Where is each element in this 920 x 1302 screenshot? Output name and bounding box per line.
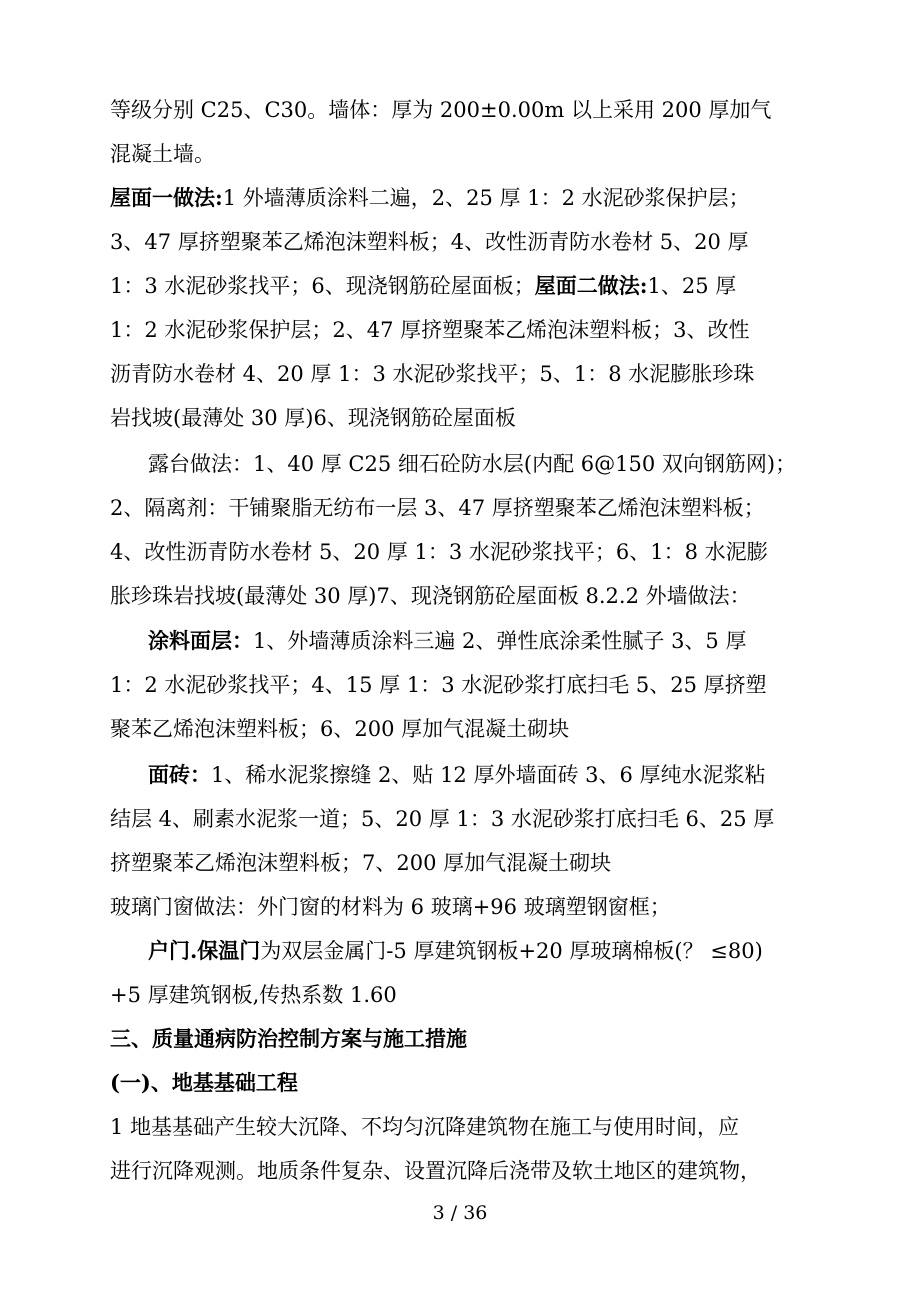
text-line: 户门.保温门为双层金属门-5 厚建筑钢板+20 厚玻璃棉板(？ ≤80) [148, 938, 763, 963]
text-line: 屋面一做法:1 外墙薄质涂料二遍，2、25 厚 1：2 水泥砂浆保护层； [110, 185, 750, 210]
text-line: 面砖：1、稀水泥浆擦缝 2、贴 12 厚外墙面砖 3、6 厚纯水泥浆粘 [148, 762, 766, 787]
text-line: 1：3 水泥砂浆找平；6、现浇钢筋砼屋面板；屋面二做法:1、25 厚 [110, 273, 737, 298]
text-line: 1 地基基础产生较大沉降、不均匀沉降建筑物在施工与使用时间，应 [110, 1115, 740, 1139]
page-number: 3 / 36 [432, 1202, 488, 1224]
subsection-heading: (一)、地基基础工程 [110, 1070, 298, 1095]
text-line: 露台做法：1、40 厚 C25 细石砼防水层(内配 6@150 双向钢筋网)； [148, 452, 797, 476]
text-line: 涂料面层：1、外墙薄质涂料三遍 2、弹性底涂柔性腻子 3、5 厚 [148, 628, 747, 653]
text-line: +5 厚建筑钢板,传热系数 1.60 [110, 983, 397, 1007]
text-line: 进行沉降观测。地质条件复杂、设置沉降后浇带及软土地区的建筑物， [110, 1159, 761, 1183]
text-line: 沥青防水卷材 4、20 厚 1：3 水泥砂浆找平；5、1：8 水泥膨胀珍珠 [110, 362, 755, 386]
text-line: 挤塑聚苯乙烯泡沫塑料板；7、200 厚加气混凝土砌块 [110, 851, 612, 875]
text-line: 等级分别 C25、C30。墙体：厚为 200±0.00m 以上采用 200 厚加气 [110, 98, 772, 122]
text-line: 1：2 水泥砂浆保护层；2、47 厚挤塑聚苯乙烯泡沫塑料板；3、改性 [110, 318, 750, 342]
text-line: 胀珍珠岩找坡(最薄处 30 厚)7、现浇钢筋砼屋面板 8.2.2 外墙做法： [110, 584, 751, 608]
text-line: 结层 4、刷素水泥浆一道；5、20 厚 1：3 水泥砂浆打底扫毛 6、25 厚 [110, 807, 775, 831]
text-line: 混凝土墙。 [110, 142, 215, 166]
text-line: 4、改性沥青防水卷材 5、20 厚 1：3 水泥砂浆找平；6、1：8 水泥膨 [110, 540, 768, 564]
text-line: 玻璃门窗做法：外门窗的材料为 6 玻璃+96 玻璃塑钢窗框； [110, 895, 671, 919]
text-line: 岩找坡(最薄处 30 厚)6、现浇钢筋砼屋面板 [110, 406, 516, 430]
text-line: 聚苯乙烯泡沫塑料板；6、200 厚加气混凝土砌块 [110, 717, 570, 741]
text-line: 2、隔离剂：干铺聚脂无纺布一层 3、47 厚挤塑聚苯乙烯泡沫塑料板； [110, 496, 765, 520]
section-heading: 三、质量通病防治控制方案与施工措施 [110, 1026, 467, 1051]
text-line: 3、47 厚挤塑聚苯乙烯泡沫塑料板；4、改性沥青防水卷材 5、20 厚 [110, 230, 749, 254]
text-line: 1：2 水泥砂浆找平；4、15 厚 1：3 水泥砂浆打底扫毛 5、25 厚挤塑 [110, 673, 767, 697]
